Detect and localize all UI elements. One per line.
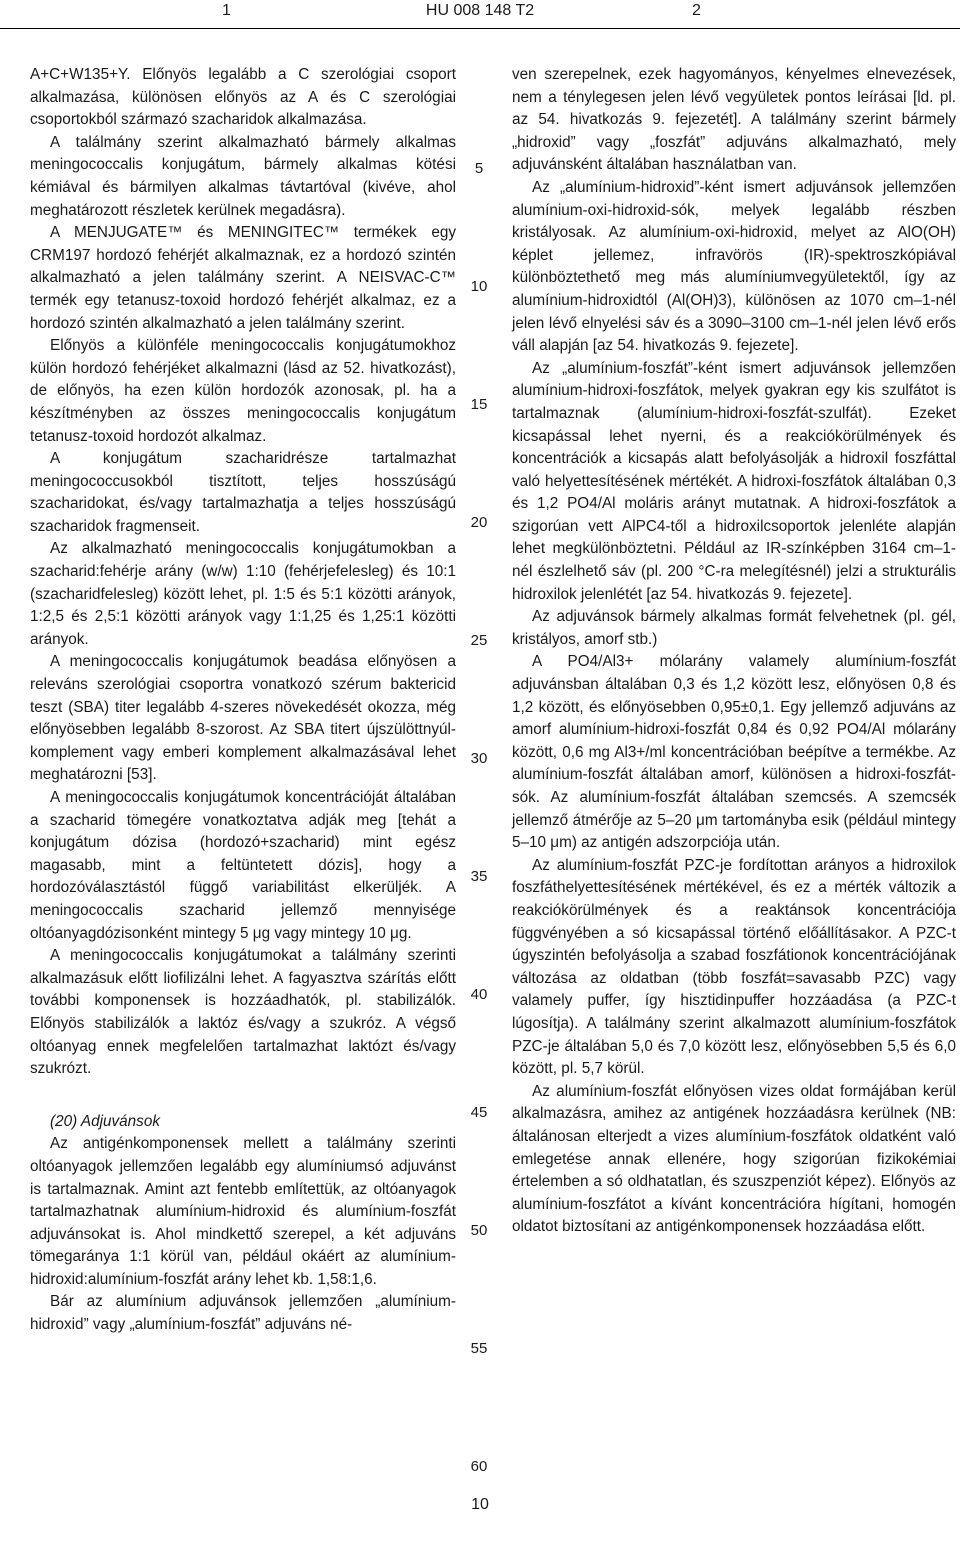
header-rule [0, 28, 960, 29]
paragraph: A MENJUGATE™ és MENINGITEC™ termékek egy CRM197 hordozó fehérjét alkalmaznak, ez a hordozó szintén alkalmazható a jelen találmány szerint. A NEISVAC-C™ termék egy tetanusz-toxoid hordozó fehérjét alkalmaz, ez a hordozó szintén alkalmazható a jelen találmány szerint. [30, 224, 456, 332]
line-number: 60 [470, 1458, 488, 1475]
line-number: 50 [470, 1222, 488, 1239]
right-column [512, 64, 956, 1239]
paragraph: ven szerepelnek, ezek hagyományos, kényelmes elnevezések, nem a ténylegesen jelen lévő vegyületek pontos leírásai [ld. pl. az 54. hivatkozás 9. fejezetét]. A találmány szerint bármely „hidroxid” vagy „foszfát” adjuváns alkalmazható, mely adjuvánsként általában használatban van. [512, 66, 956, 174]
paragraph: Az „alumínium-foszfát”-ként ismert adjuvánsok jellemzően alumínium-hidroxi-foszfátok, melyek gyakran egy kis szulfátot is tartalmaznak (alumínium-hidroxi-foszfát-szulfát). Ezeket kicsapással lehet nyerni, és a reakciókörülmények és koncentrációk a kicsapás alatt befolyásolják a hidroxil foszfáttal való helyettesítésének mértékét. A hidroxi-foszfátok általában 0,3 és 1,2 PO4/Al moláris arányt mutatnak. A hidroxi-foszfátok a szigorúan vett AlPC4-től a hidroxilcsoportok jelenléte alapján lehet megkülönböztetni. Például az IR-színképben 3164 cm–1-nél észlelhető sáv (pl. 200 °C-ra melegítésnél) jelzi a strukturális hidroxilok jelenlétét [az 54. hivatkozás 9. fejezete]. [512, 359, 956, 603]
line-number: 40 [470, 986, 488, 1003]
line-number: 10 [470, 278, 488, 295]
paragraph: A meningococcalis konjugátumokat a találmány szerinti alkalmazásuk előtt liofilizálni lehet. A fagyasztva szárítás előtt további komponensek is hozzáadhatók, pl. stabilizálók. Előnyös stabilizálók a laktóz és/vagy a szukróz. A végső oltóanyag ennek megfelelően tartalmazhat laktózt és/vagy szukrózt. [30, 947, 456, 1078]
line-number: 20 [470, 514, 488, 531]
paragraph: A meningococcalis konjugátumok beadása előnyösen a releváns szerológiai csoportra vonatkozó szérum baktericid teszt (SBA) titer legalább 4-szeres növekedését okozza, még előnyösebben legalább 8-szorost. Az SBA titert újszülöttnyúl-komplement vagy emberi komplement alkalmazásával lehet meghatározni [53]. [30, 653, 456, 784]
line-number: 55 [470, 1340, 488, 1357]
line-number: 5 [474, 160, 484, 177]
line-number: 30 [470, 750, 488, 767]
paragraph: A+C+W135+Y. Előnyös legalább a C szerológiai csoport alkalmazása, különösen előnyös az A és C szerológiai csoportokból származó szacharidok alkalmazása. [30, 66, 456, 129]
paragraph: Az antigénkomponensek mellett a találmány szerinti oltóanyagok jellemzően legalább egy alumíniumsó adjuvánst is tartalmaznak. Amint azt fentebb említettük, az oltóanyagok tartalmazhatnak alumínium-hidroxid és alumínium-foszfát adjuvánsokat is. Ahol mindkettő szerepel, a két adjuváns tömegaránya 1:1 körül van, például okáért az alumínium-hidroxid:alumínium-foszfát arány lehet kb. 1,58:1,6. [30, 1135, 456, 1288]
paragraph: A konjugátum szacharidrésze tartalmazhat meningococcusokból tisztított, teljes hosszúságú szacharidokat, és/vagy tartalmazhatja a teljes hosszúságú szacharidok fragmenseit. [30, 450, 456, 535]
paragraph: A találmány szerint alkalmazható bármely alkalmas meningococcalis konjugátum, bármely alkalmas kötési kémiával és bármilyen alkalmas távtartóval (kivéve, ahol meghatározott részletek kerülnek megadásra). [30, 133, 456, 219]
line-number: 15 [470, 396, 488, 413]
line-number: 35 [470, 868, 488, 885]
line-number: 25 [470, 632, 488, 649]
page-number: 10 [471, 1496, 489, 1513]
header-right-page: 2 [692, 2, 701, 19]
header-title: HU 008 148 T2 [425, 2, 535, 19]
section-heading: (20) Adjuvánsok [50, 1112, 160, 1130]
header-left-page: 1 [222, 2, 231, 19]
paragraph: A meningococcalis konjugátumok koncentrációját általában a szacharid tömegére vonatkoztatva adják meg [tehát a konjugátum dózisa (hordozó+szacharid) mint egész magasabb, mint a feltüntetett dózis], hogy a hordozóválasztástól függő variabilitást elkerüljék. A meningococcalis szacharid jellemző mennyisége oltóanyagdózisonként mintegy 5 μg vagy mintegy 10 μg. [30, 789, 456, 942]
paragraph: A PO4/Al3+ mólarány valamely alumínium-foszfát adjuvánsban általában 0,3 és 1,2 között lesz, előnyösen 0,8 és 1,2 között, és előnyösebben 0,95±0,1. Egy jellemző adjuváns az amorf alumínium-hidroxi-foszfát 0,84 és 0,92 PO4/Al mólarány között, 0,6 mg Al3+/ml koncentrációban beépítve a termékbe. Az alumínium-foszfát általában amorf, különösen a hidroxi-foszfát-sók. Az alumínium-foszfát általában szemcsés. A szemcsék jellemző átmérője az 5–20 μm tartományba esik (például mintegy 5–10 μm) az antigén adszorpciója után. [512, 653, 956, 852]
paragraph: Az alkalmazható meningococcalis konjugátumokban a szacharid:fehérje arány (w/w) 1:10 (fehérjefelesleg) és 10:1 (szacharidfelesleg) között lehet, pl. 1:5 és 5:1 közötti arányok, 1:2,5 és 2,5:1 közötti arányok vagy 1:1,25 és 1,25:1 közötti arányok. [30, 540, 456, 648]
paragraph: Az adjuvánsok bármely alkalmas formát felvehetnek (pl. gél, kristályos, amorf stb.) [512, 608, 956, 648]
paragraph: Bár az alumínium adjuvánsok jellemzően „alumínium-hidroxid” vagy „alumínium-foszfát” adjuváns né- [30, 1293, 456, 1334]
paragraph: Az alumínium-foszfát PZC-je fordítottan arányos a hidroxilok foszfáthelyettesítésének mértékével, és ez a mérték változik a reakciókörülmények és a reaktánsok koncentrációja függvényében a só kicsapással történő előállításakor. A PZC-t úgyszintén befolyásolja a szabad foszfátionok koncentrációjának változása az oldatban (több foszfát=savasabb PZC) vagy valamely puffer, így hisztidinpuffer hozzáadása (a PZC-t lúgosítja). A találmány szerint alkalmazott alumínium-foszfátok PZC-je általában 5,0 és 7,0 között lesz, előnyösebben 5,5 és 6,0 között, pl. 5,7 körül. [512, 856, 956, 1078]
paragraph: Az alumínium-foszfát előnyösen vizes oldat formájában kerül alkalmazásra, amihez az antigének hozzáadásra kerülnek (NB: általánosan elterjedt a vizes alumínium-foszfátok oldatként való emlegetése annak ellenére, hogy szigorúan fizikokémiai értelemben a só oldhatatlan, és szuszpenziót képez). Előnyös az alumínium-foszfátot a kívánt koncentrációra hígítani, homogén oldatot biztosítani az antigénkomponensek hozzáadása előtt. [512, 1082, 956, 1236]
paragraph: Az „alumínium-hidroxid”-ként ismert adjuvánsok jellemzően alumínium-oxi-hidroxid-sók, melyek legalább részben kristályosak. Az alumínium-oxi-hidroxid, melyet az AlO(OH) képlet jellemez, infravörös (IR)-spektroszkópiával különböztethető meg más alumíniumvegyületektől, így az alumínium-hidroxidtól (Al(OH)3), különösen az 1070 cm–1-nél jelen lévő elnyelési sáv és a 3090–3100 cm–1-nél jelen lévő erős váll alapján [az 54. hivatkozás 9. fejezete]. [512, 178, 956, 355]
line-number: 45 [470, 1104, 488, 1121]
paragraph: Előnyös a különféle meningococcalis konjugátumokhoz külön hordozó fehérjéket alkalmazni (lásd az 52. hivatkozást), de előnyös, ha ezen külön hordozók azonosak, pl. ha a készítményben az összes meningococcalis konjugátum tetanusz-toxoid hordozót alkalmaz. [30, 337, 456, 445]
left-column [30, 64, 456, 1337]
